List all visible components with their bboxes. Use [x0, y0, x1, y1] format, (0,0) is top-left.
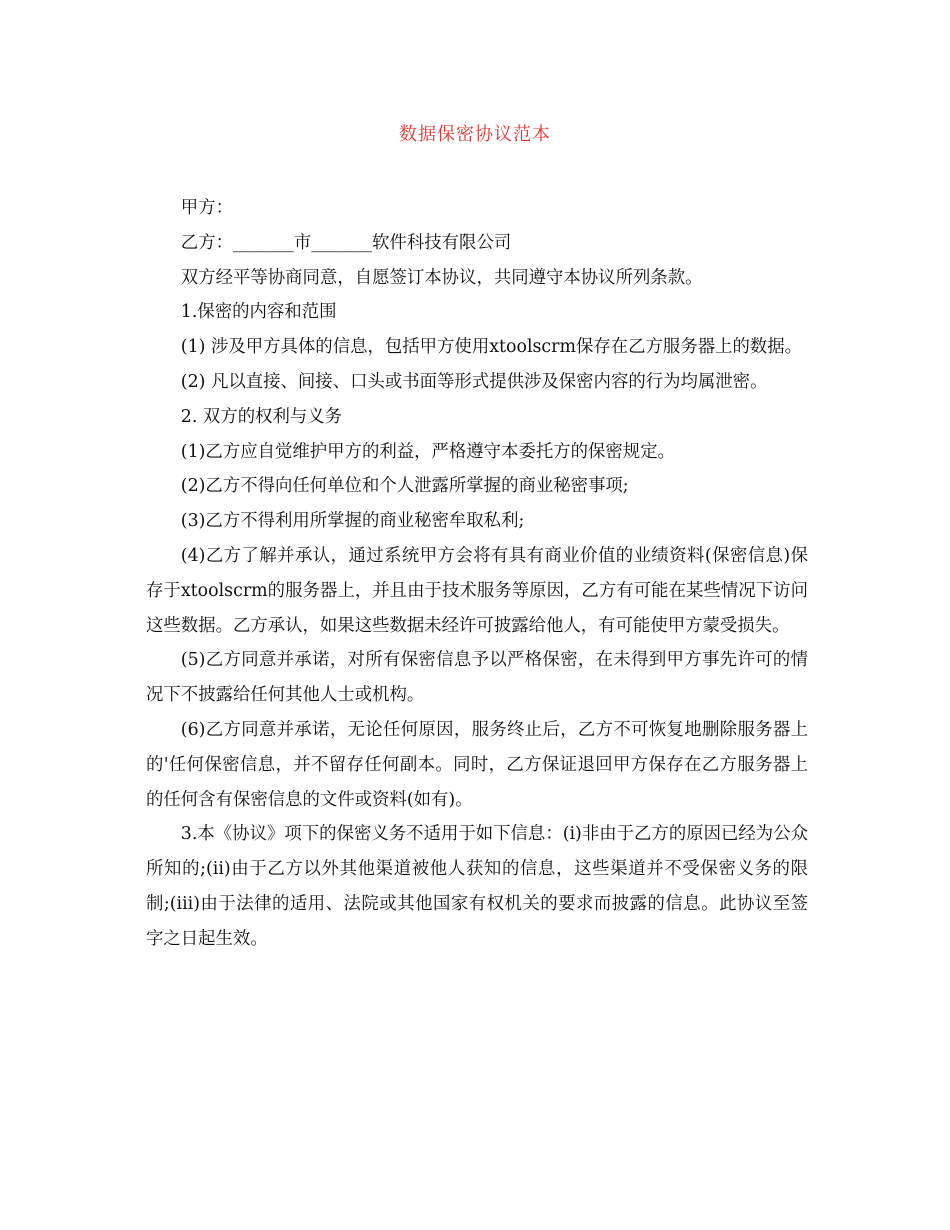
section-2-item-1: (1)乙方应自觉维护甲方的利益，严格遵守本委托方的保密规定。 [180, 441, 675, 462]
document-body [146, 191, 808, 957]
section-2-heading: 2. 双方的权利与义务 [180, 406, 343, 427]
section-2-item-4: (4)乙方了解并承认，通过系统甲方会将有具有商业价值的业绩资料(保密信息)保存于xtoolscrm的服务器上，并且由于技术服务等原因，乙方有可能在某些情况下访问这些数据。乙方承认，如果这些数据未经许可披露给他人，有可能使甲方蒙受损失。 [146, 545, 808, 636]
section-2-item-6: (6)乙方同意并承诺，无论任何原因，服务终止后，乙方不可恢复地删除服务器上的'任何保密信息，并不留存任何副本。同时，乙方保证退回甲方保存在乙方服务器上的任何含有保密信息的文件或资料(如有)。 [146, 719, 808, 810]
section-1-item-1: (1) 涉及甲方具体的信息，包括甲方使用xtoolscrm保存在乙方服务器上的数据。 [180, 337, 803, 358]
party-a-line: 甲方： [180, 198, 233, 218]
section-3-paragraph: 3.本《协议》项下的保密义务不适用于如下信息：(i)非由于乙方的原因已经为公众所知的;(ii)由于乙方以外其他渠道被他人获知的信息，这些渠道并不受保密义务的限制;(iii)由于法律的适用、法院或其他国家有权机关的要求而披露的信息。此协议至签字之日起生效。 [146, 824, 808, 949]
section-2-item-5: (5)乙方同意并承诺，对所有保密信息予以严格保密，在未得到甲方事先许可的情况下不披露给任何其他人士或机构。 [146, 650, 808, 706]
agreement-intro: 双方经平等协商同意，自愿签订本协议，共同遵守本协议所列条款。 [180, 267, 703, 288]
section-2-item-3: (3)乙方不得利用所掌握的商业秘密牟取私利; [180, 511, 525, 532]
party-b-line: 乙方：_______市_______软件科技有限公司 [180, 232, 512, 253]
section-1-heading: 1.保密的内容和范围 [180, 302, 337, 323]
section-2-item-2: (2)乙方不得向任何单位和个人泄露所掌握的商业秘密事项; [180, 476, 629, 497]
document-title: 数据保密协议范本 [399, 124, 551, 145]
section-1-item-2: (2) 凡以直接、间接、口头或书面等形式提供涉及保密内容的行为均属泄密。 [180, 371, 768, 392]
